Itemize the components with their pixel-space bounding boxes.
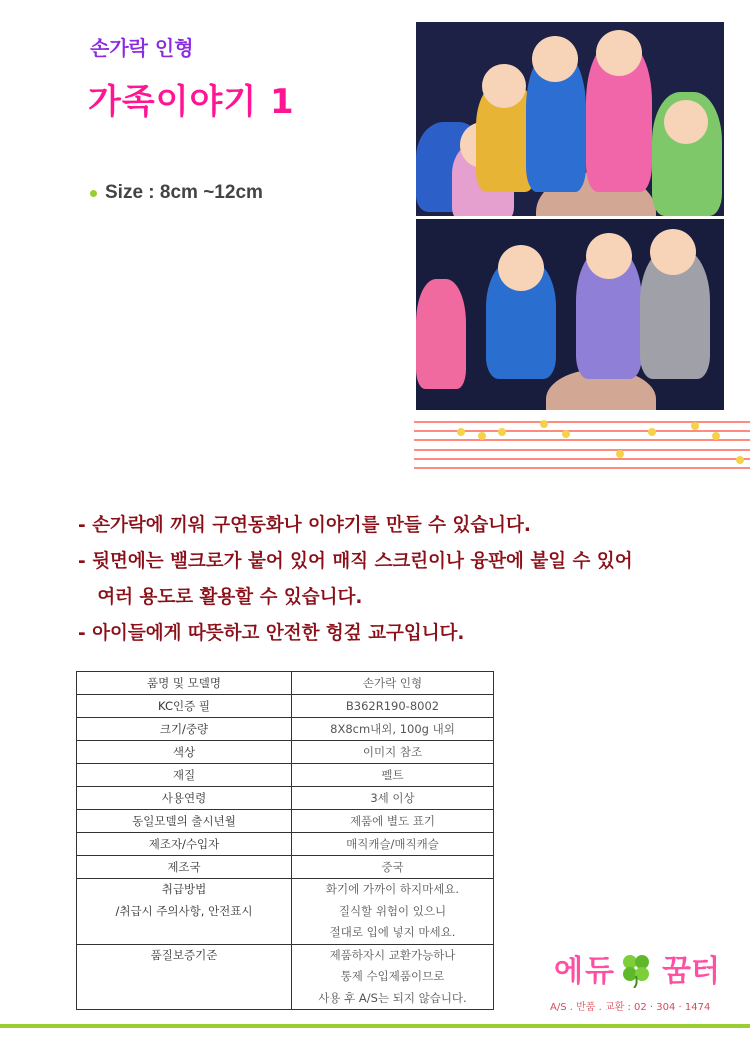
spec-label: 사용연령	[77, 787, 292, 810]
description-line: - 뒷면에는 밸크로가 붙어 있어 매직 스크린이나 융판에 붙일 수 있어	[78, 551, 633, 572]
spec-row	[77, 741, 494, 764]
spec-label-line: 취급방법	[161, 882, 207, 896]
spec-row	[77, 810, 494, 833]
footer-bar	[0, 1024, 750, 1028]
spec-table	[76, 671, 494, 1010]
spec-row	[77, 856, 494, 879]
logo-text: 에듀	[554, 954, 616, 989]
spec-label: 제조국	[77, 856, 292, 879]
spec-value: 손가락 인형	[292, 672, 494, 695]
spec-label: 품명 및 모델명	[77, 672, 292, 695]
spec-value: 펠트	[292, 764, 494, 787]
spec-value-line: 제품하자시 교환가능하나	[329, 947, 456, 962]
spec-row	[77, 833, 494, 856]
spec-label: KC인증 필	[77, 695, 292, 718]
spec-label: 동일모델의 출시년월	[77, 810, 292, 833]
description-line: 여러 용도로 활용할 수 있습니다.	[78, 587, 363, 608]
spec-value	[292, 879, 494, 945]
spec-value: B362R190-8002	[292, 695, 494, 718]
spec-value-line: 통제 수입제품이므로	[340, 969, 445, 983]
spec-label-line: 품질보증기준	[150, 947, 218, 962]
clover-icon	[616, 948, 656, 988]
spec-value	[292, 944, 494, 1010]
spec-row-handling	[77, 879, 494, 945]
spec-value: 중국	[292, 856, 494, 879]
spec-value: 3세 이상	[292, 787, 494, 810]
contact-phone: A/S . 반품 . 교환 : 02 · 304 · 1474	[550, 1002, 711, 1013]
spec-value-line: 화기에 가까이 하지마세요.	[325, 882, 460, 896]
size-text: Size : 8cm ~12cm	[105, 182, 263, 203]
spec-value: 8X8cm내외, 100g 내외	[292, 718, 494, 741]
description-line: - 아이들에게 따뜻하고 안전한 헝겊 교구입니다.	[78, 623, 465, 644]
product-subtitle: 손가락 인형	[90, 36, 194, 60]
brand-logo	[550, 940, 730, 1020]
spec-label: 제조자/수입자	[77, 833, 292, 856]
spec-value-line: 절대로 입에 넣지 마세요.	[329, 925, 456, 939]
product-photo-top	[416, 22, 724, 216]
spec-value-line: 사용 후 A/S는 되지 않습니다.	[318, 990, 467, 1005]
product-title: 가족이야기 1	[88, 82, 295, 122]
spec-row	[77, 718, 494, 741]
spec-label-line: /취급시 주의사항, 안전표시	[115, 903, 253, 918]
spec-label	[77, 879, 292, 945]
spec-row	[77, 672, 494, 695]
product-photo-bottom	[416, 219, 724, 410]
spec-row	[77, 695, 494, 718]
description-line: - 손가락에 끼워 구연동화나 이야기를 만들 수 있습니다.	[78, 515, 531, 536]
description-list	[78, 508, 633, 652]
spec-value-line: 질식할 위험이 있으니	[338, 903, 447, 918]
spec-label	[77, 944, 292, 1010]
spec-row-warranty	[77, 944, 494, 1010]
spec-row	[77, 764, 494, 787]
spec-label: 재질	[77, 764, 292, 787]
logo-text: 꿈터	[662, 954, 720, 989]
spec-label: 크기/중량	[77, 718, 292, 741]
spec-value: 매직캐슬/매직캐슬	[292, 833, 494, 856]
decorative-lines	[414, 414, 750, 474]
spec-row	[77, 787, 494, 810]
bullet-dot-icon	[90, 190, 97, 197]
spec-label: 색상	[77, 741, 292, 764]
spec-value: 이미지 참조	[292, 741, 494, 764]
spec-value: 제품에 별도 표기	[292, 810, 494, 833]
size-row	[90, 182, 263, 204]
